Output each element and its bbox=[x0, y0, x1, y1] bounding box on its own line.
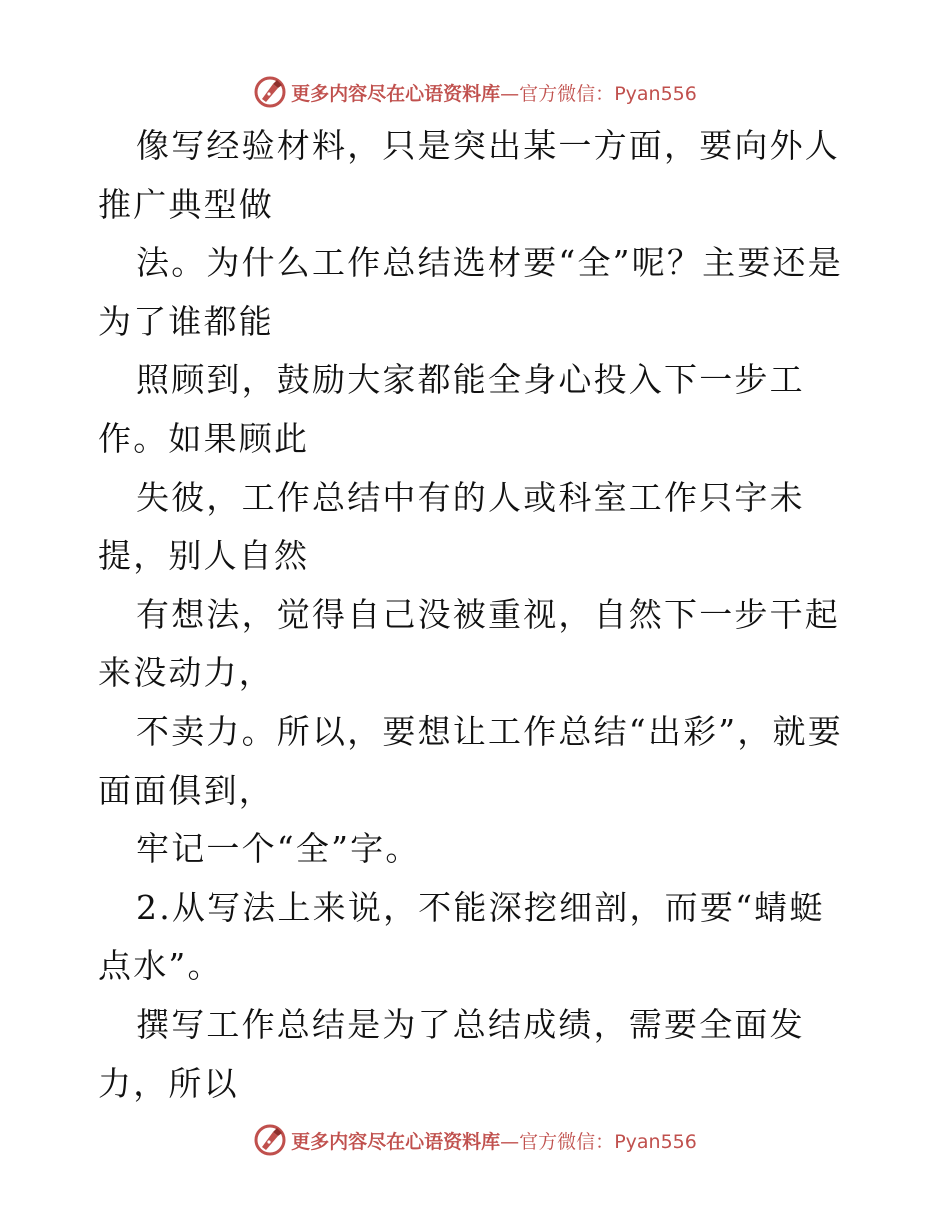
paragraph: 法。为什么工作总结选材要“全”呢？主要还是为了谁都能 bbox=[98, 243, 843, 341]
paragraph: 撰写工作总结是为了总结成绩，需要全面发力，所以 bbox=[98, 1004, 805, 1103]
footer-watermark bbox=[0, 1120, 950, 1160]
watermark-separator: — bbox=[500, 82, 520, 105]
watermark-contact-label: 官方微信： bbox=[519, 82, 615, 105]
pen-nib-logo-icon bbox=[253, 75, 287, 109]
paragraph: 不卖力。所以，要想让工作总结“出彩”，就要面面俱到， bbox=[98, 711, 843, 810]
paragraph: 失彼，工作总结中有的人或科室工作只字未提，别人自然 bbox=[98, 477, 805, 576]
paragraph: 有想法，觉得自己没被重视，自然下一步干起来没动力， bbox=[98, 594, 840, 693]
watermark-contact-label: 官方微信： bbox=[519, 1130, 615, 1153]
paragraph: 牢记一个“全”字。 bbox=[136, 829, 421, 869]
paragraph: 2.从写法上来说，不能深挖细剖，而要“蜻蜓点水”。 bbox=[98, 887, 825, 986]
header-watermark bbox=[0, 72, 950, 112]
pen-nib-logo-icon bbox=[253, 1123, 287, 1157]
watermark-brand: 更多内容尽在心语资料库 bbox=[291, 1130, 501, 1153]
watermark-separator: — bbox=[500, 1130, 520, 1153]
watermark-text bbox=[291, 79, 697, 106]
watermark-brand: 更多内容尽在心语资料库 bbox=[291, 82, 501, 105]
watermark-contact-value: Pyan556 bbox=[614, 1130, 697, 1153]
watermark-text bbox=[291, 1127, 697, 1154]
watermark-contact-value: Pyan556 bbox=[614, 82, 697, 105]
paragraph: 像写经验材料，只是突出某一方面，要向外人推广典型做 bbox=[98, 126, 840, 224]
paragraph: 照顾到，鼓励大家都能全身心投入下一步工作。如果顾此 bbox=[98, 360, 805, 458]
document-body bbox=[98, 117, 858, 1113]
